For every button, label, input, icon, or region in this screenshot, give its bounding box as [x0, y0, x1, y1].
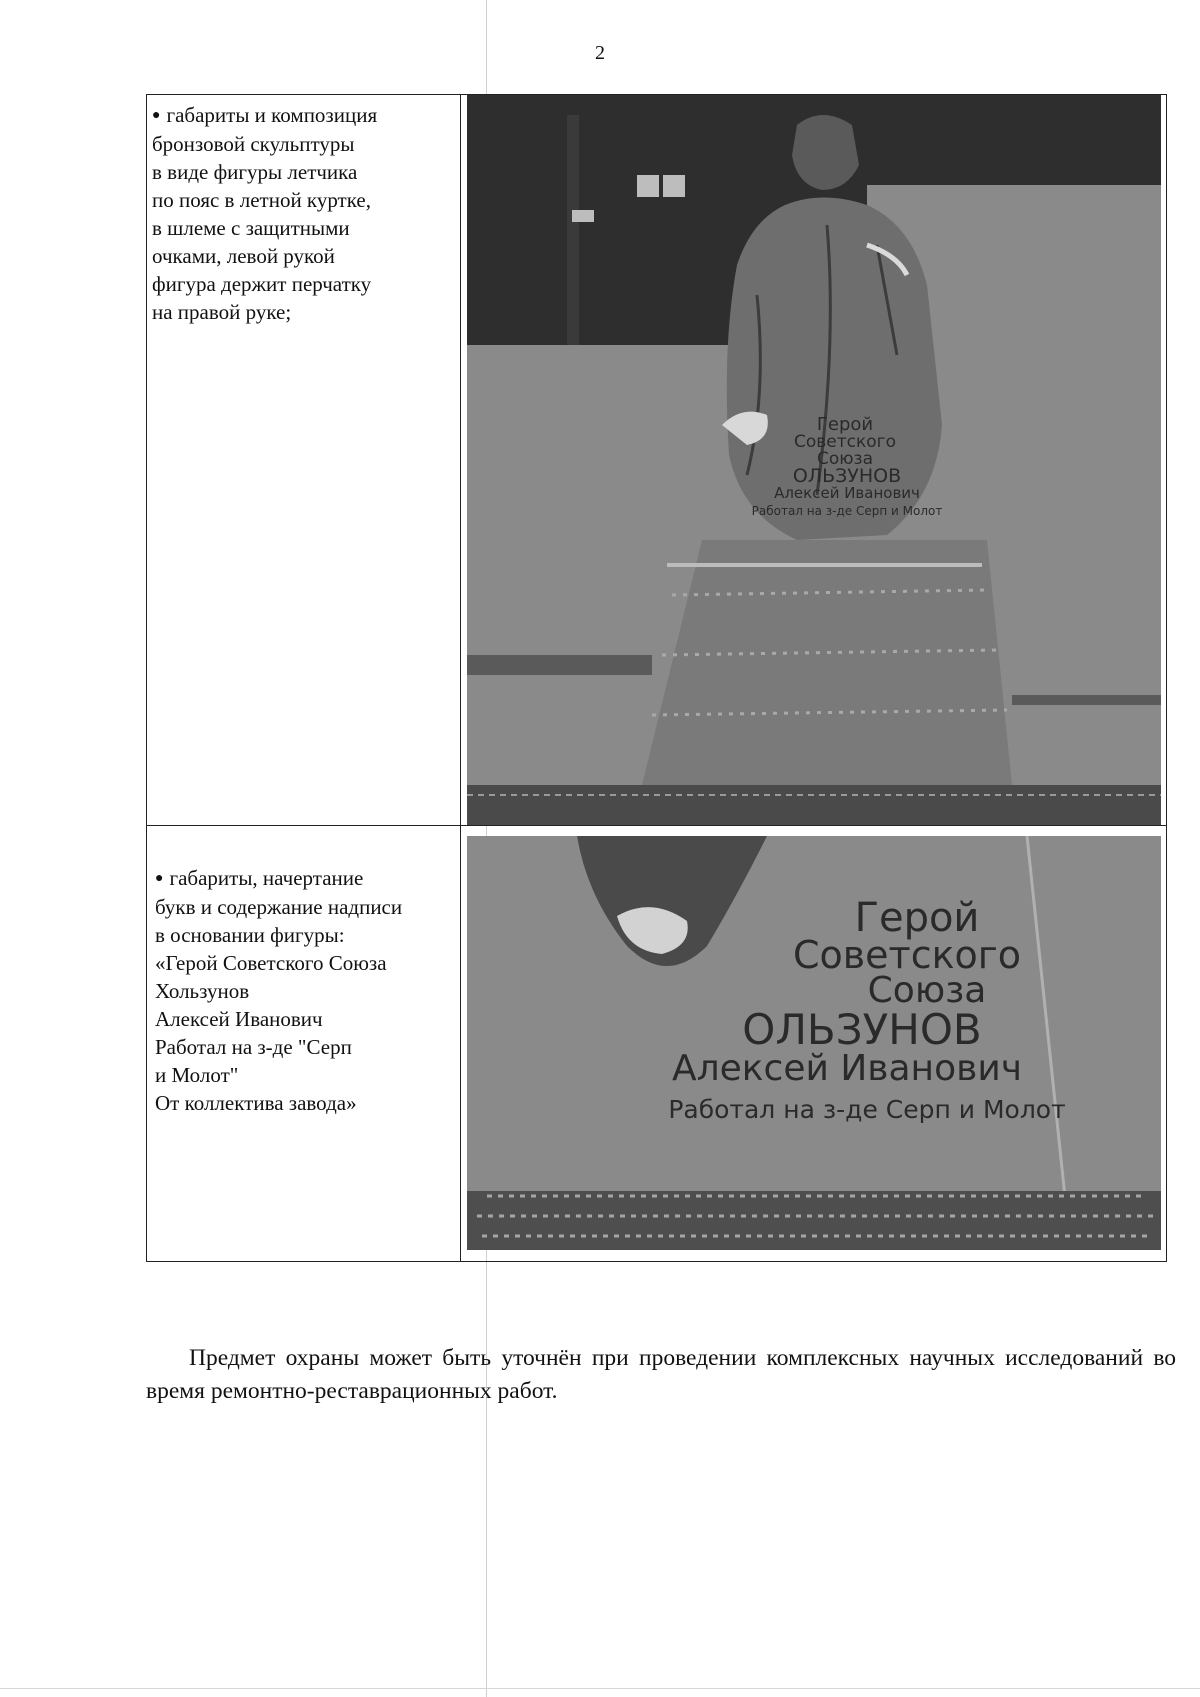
text-line: по пояс в летной куртке,: [152, 188, 371, 212]
svg-text:Союза: Союза: [816, 449, 873, 469]
svg-text:Советского: Советского: [792, 933, 1021, 977]
page-number: 2: [595, 42, 605, 64]
description-cell-sculpture: [147, 95, 461, 826]
photo-cell-inscription: [461, 826, 1167, 1262]
text-line: «Герой Советского Союза: [155, 951, 387, 975]
svg-text:Советского: Советского: [793, 432, 896, 452]
text-line: в основании фигуры:: [155, 923, 345, 947]
protection-subject-table: [146, 94, 1167, 1262]
paragraph-text: Предмет охраны может быть уточнён при проведении комплексных научных исследований во время ремонтно-реставрационных работ.: [146, 1344, 1176, 1404]
text-line: в виде фигуры летчика: [152, 160, 358, 184]
description-cell-inscription: [147, 826, 461, 1262]
svg-text:Герой: Герой: [816, 414, 873, 435]
text-line: букв и содержание надписи: [155, 895, 403, 919]
text-line: очками, левой рукой: [152, 244, 335, 268]
sculpture-photo: [467, 95, 1161, 825]
photo-cell-sculpture: [461, 95, 1167, 826]
text-line: и Молот": [155, 1063, 239, 1087]
text-line: на правой руке;: [152, 300, 292, 324]
text-line: Алексей Иванович: [155, 1007, 323, 1031]
text-line: бронзовой скульптуры: [152, 132, 355, 156]
protection-subject-paragraph: [146, 1342, 1176, 1408]
text-line: габариты и композиция: [166, 103, 378, 127]
svg-text:Герой: Герой: [854, 895, 980, 941]
bullet-icon: ●: [152, 108, 161, 123]
bullet-item-inscription: [147, 826, 460, 1117]
svg-text:ОЛЬЗУНОВ: ОЛЬЗУНОВ: [792, 465, 901, 487]
text-line: Работал на з-де "Серп: [155, 1035, 352, 1059]
table-row: [147, 95, 1167, 826]
text-line: От коллектива завода»: [155, 1091, 357, 1115]
text-line: фигура держит перчатку: [152, 272, 372, 296]
svg-text:Союза: Союза: [867, 970, 987, 1011]
svg-text:Работал на з-де Серп и Молот: Работал на з-де Серп и Молот: [751, 504, 943, 518]
svg-text:Работал на з-де Серп и Молот: Работал на з-де Серп и Молот: [668, 1095, 1066, 1124]
inscription-photo: [467, 836, 1161, 1250]
svg-text:Алексей Иванович: Алексей Иванович: [671, 1048, 1022, 1089]
page-bottom-edge: [0, 1688, 1200, 1689]
bullet-icon: ●: [155, 871, 164, 886]
svg-text:Алексей Иванович: Алексей Иванович: [773, 484, 920, 502]
text-line: Хользунов: [155, 979, 250, 1003]
text-line: габариты, начертание: [169, 866, 364, 890]
svg-text:ОЛЬЗУНОВ: ОЛЬЗУНОВ: [742, 1005, 982, 1054]
bullet-item-sculpture: [147, 95, 460, 326]
table-row: [147, 826, 1167, 1262]
text-line: в шлеме с защитными: [152, 216, 350, 240]
